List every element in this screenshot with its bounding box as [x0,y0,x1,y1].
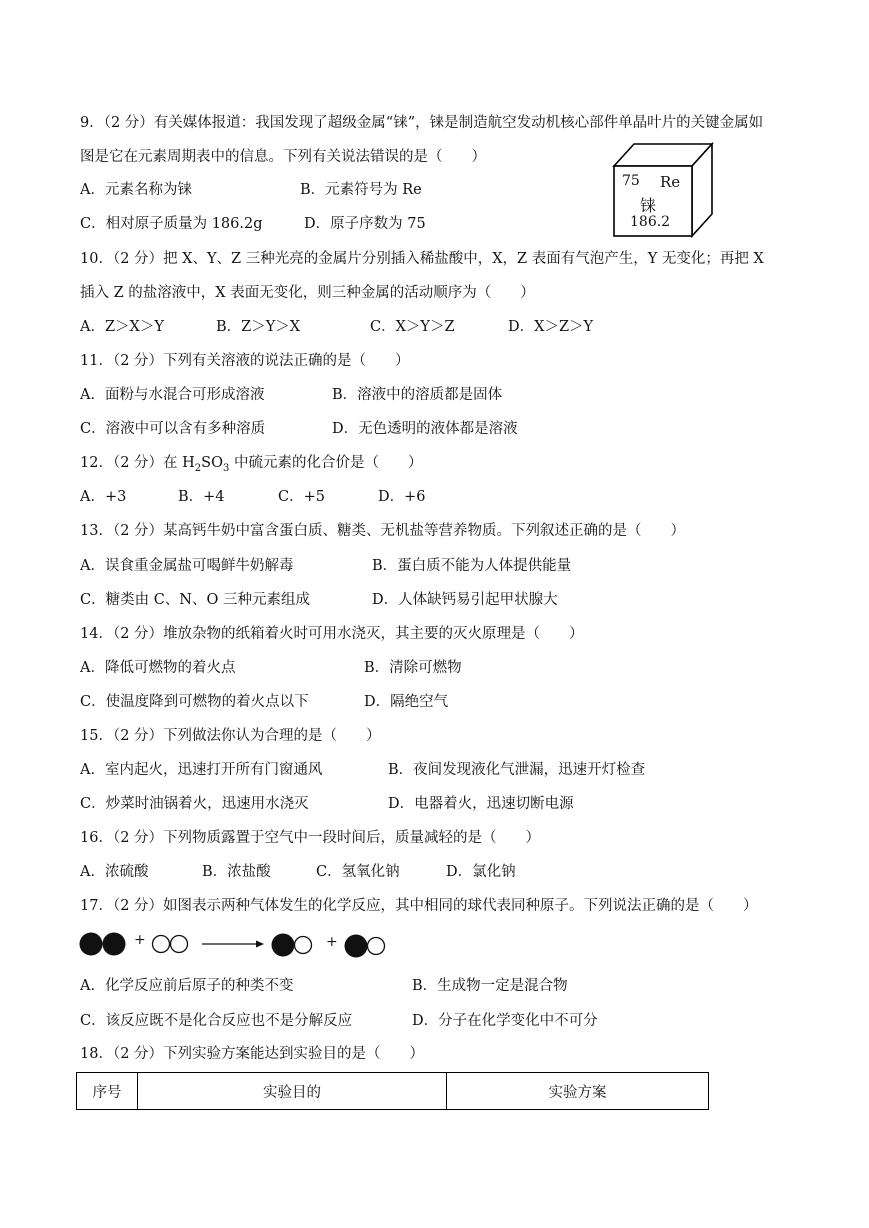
reactant2-atom-1 [153,936,170,953]
q10-stem-line1: 10．（2 分）把 X、Y、Z 三种光亮的金属片分别插入稀盐酸中，X，Z 表面有气泡产生，Y 无变化；再把 X [80,251,764,267]
tile-atomic-mass: 186.2 [630,214,671,230]
q12-stem [80,453,422,473]
q14-option-d: D．隔绝空气 [364,694,449,710]
q12-option-a: A．+3 [80,489,127,505]
q12-option-b: B．+4 [178,489,225,505]
q11-option-d: D．无色透明的液体都是溶液 [332,421,518,437]
reaction-plus-1: + [134,932,146,948]
q12-option-d: D．+6 [378,489,426,505]
reactant1-atom-2 [103,933,126,956]
reaction-arrow-head [256,941,264,948]
q13-option-a: A．误食重金属盐可喝鲜牛奶解毒 [80,558,294,574]
q16-option-c: C．氢氧化钠 [316,864,400,880]
table-header-index: 序号 [77,1073,138,1110]
q12-stem-post: 中硫元素的化合价是（ ） [229,455,423,471]
q12-subscript-1: 2 [194,462,202,474]
q13-stem: 13．（2 分）某高钙牛奶中富含蛋白质、糖类、无机盐等营养物质。下列叙述正确的是（ ） [80,523,686,539]
q17-option-a: A．化学反应前后原子的种类不变 [80,978,294,994]
q11-stem: 11．（2 分）下列有关溶液的说法正确的是（ ） [80,353,410,369]
q9-option-d: D．原子序数为 75 [304,216,426,232]
q13-option-d: D．人体缺钙易引起甲状腺大 [372,592,558,608]
q15-option-d: D．电器着火，迅速切断电源 [388,796,574,812]
q10-option-b: B．Z＞Y＞X [216,319,301,335]
tile-atomic-number: 75 [622,173,640,189]
q15-option-a: A．室内起火，迅速打开所有门窗通风 [80,762,323,778]
q9-option-c: C．相对原子质量为 186.2g [80,216,263,232]
reactant1-atom-1 [80,933,103,956]
table-header-purpose: 实验目的 [138,1073,447,1110]
q17-option-b: B．生成物一定是混合物 [412,978,568,994]
tile-element-name: 铼 [640,196,657,215]
q15-stem: 15．（2 分）下列做法你认为合理的是（ ） [80,728,381,744]
product2-atom-white [368,938,385,955]
q10-option-a: A．Z＞X＞Y [80,319,164,335]
q15-option-c: C．炒菜时油锅着火，迅速用水浇灭 [80,796,309,812]
q12-subscript-2: 3 [223,462,230,474]
q17-stem: 17．（2 分）如图表示两种气体发生的化学反应，其中相同的球代表同种原子。下列说法正确的是（ ） [80,898,758,914]
reaction-diagram [78,928,398,962]
q9-stem-line1: 9．（2 分）有关媒体报道：我国发现了超级金属“铼”，铼是制造航空发动机核心部件单晶叶片的关键金属如 [80,115,764,131]
reactant2-atom-2 [171,936,188,953]
reaction-plus-2: + [326,934,338,950]
q16-stem: 16．（2 分）下列物质露置于空气中一段时间后，质量减轻的是（ ） [80,830,541,846]
q15-option-b: B．夜间发现液化气泄漏，迅速开灯检查 [388,762,646,778]
product1-atom-black [272,934,295,957]
q18-table [76,1072,709,1110]
element-tile-rhenium [612,140,714,240]
q11-option-c: C．溶液中可以含有多种溶质 [80,421,266,437]
q13-option-b: B．蛋白质不能为人体提供能量 [372,558,572,574]
q14-stem: 14．（2 分）堆放杂物的纸箱着火时可用水浇灭，其主要的灭火原理是（ ） [80,626,584,642]
product1-atom-white [295,937,312,954]
tile-symbol: Re [660,173,681,191]
q14-option-a: A．降低可燃物的着火点 [80,660,236,676]
q9-stem-line2: 图是它在元素周期表中的信息。下列有关说法错误的是（ ） [80,149,486,165]
q12-stem-pre: 12．（2 分）在 H [80,455,195,471]
q13-option-c: C．糖类由 C、N、O 三种元素组成 [80,592,310,608]
q9-option-a: A．元素名称为铼 [80,182,192,198]
q17-option-d: D．分子在化学变化中不可分 [412,1013,598,1029]
q10-option-d: D．X＞Z＞Y [508,319,594,335]
q11-option-a: A．面粉与水混合可形成溶液 [80,387,265,403]
q12-option-c: C．+5 [278,489,325,505]
q10-stem-line2: 插入 Z 的盐溶液中，X 表面无变化，则三种金属的活动顺序为（ ） [80,285,535,301]
q14-option-c: C．使温度降到可燃物的着火点以下 [80,694,309,710]
table-header-method: 实验方案 [447,1073,709,1110]
q17-option-c: C．该反应既不是化合反应也不是分解反应 [80,1013,353,1029]
q16-option-d: D．氯化钠 [446,864,516,880]
product2-atom-black [345,935,368,958]
q11-option-b: B．溶液中的溶质都是固体 [332,387,503,403]
q14-option-b: B．清除可燃物 [364,660,462,676]
q16-option-a: A．浓硫酸 [80,864,149,880]
table-header-row [77,1073,709,1110]
q12-stem-mid: SO [201,455,223,471]
q9-option-b: B．元素符号为 Re [300,182,422,198]
q16-option-b: B．浓盐酸 [202,864,271,880]
reaction-molecules [78,928,398,962]
q10-option-c: C．X＞Y＞Z [370,319,455,335]
q18-stem: 18．（2 分）下列实验方案能达到实验目的是（ ） [80,1046,425,1062]
